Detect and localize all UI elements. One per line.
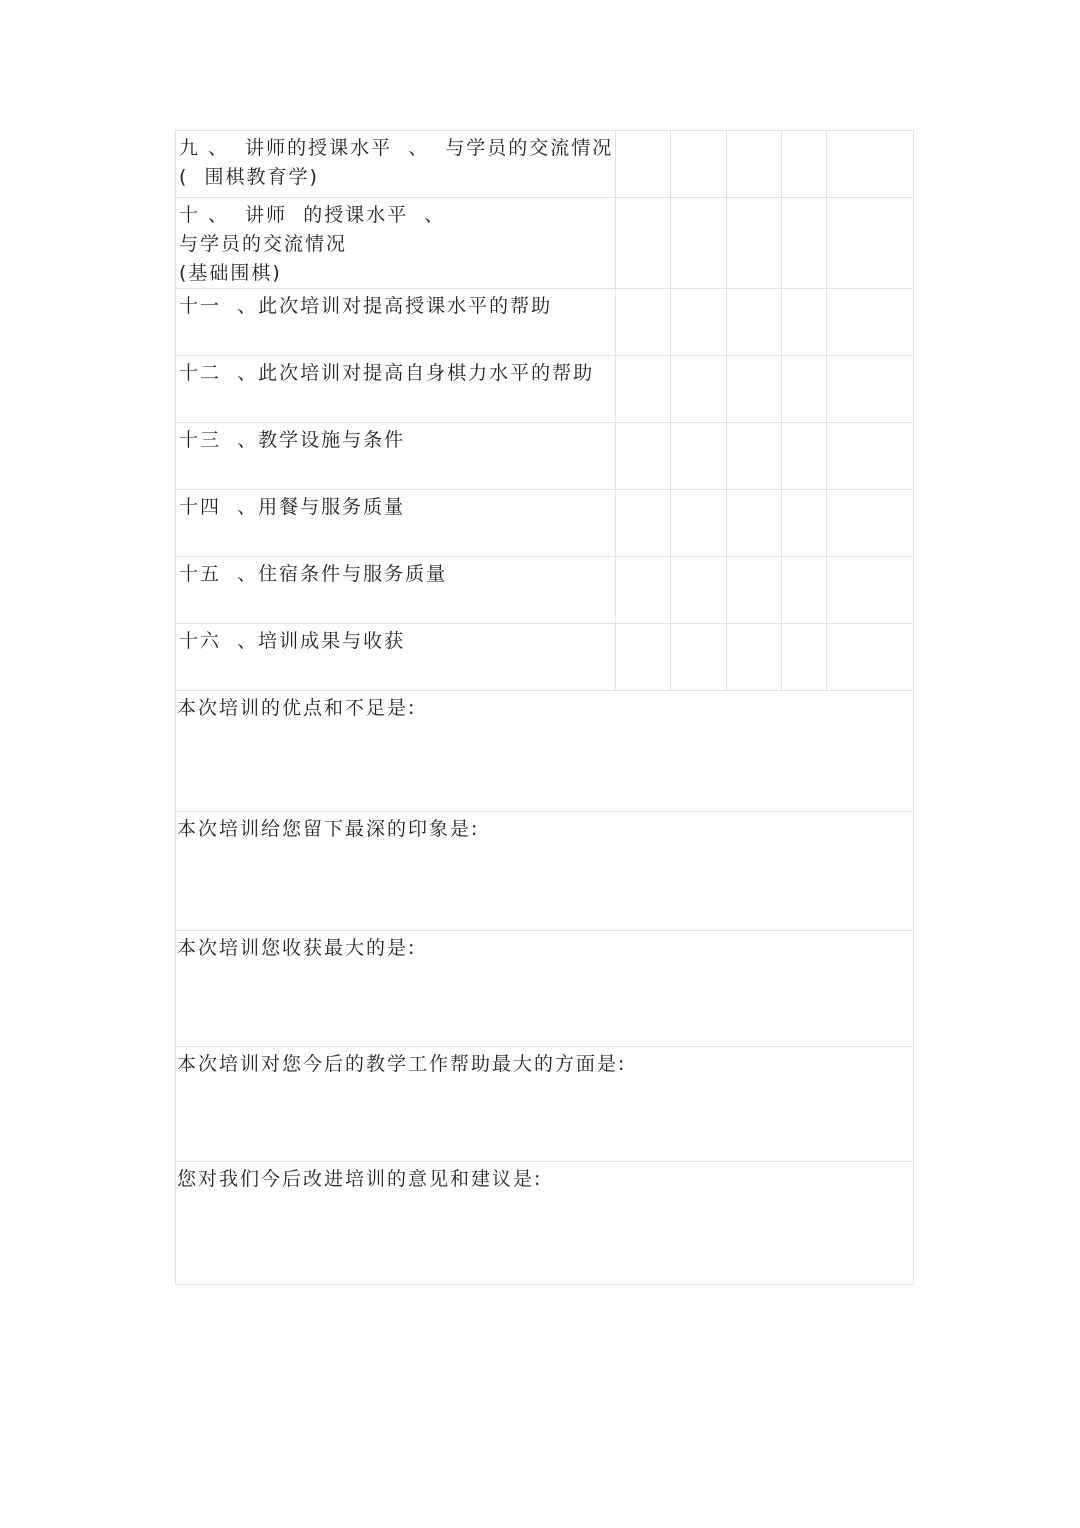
rating-option-cell[interactable] bbox=[782, 198, 827, 289]
rating-row bbox=[176, 557, 914, 624]
rating-option-cell[interactable] bbox=[782, 131, 827, 198]
rating-option-cell[interactable] bbox=[671, 423, 727, 490]
rating-option-cell[interactable] bbox=[671, 624, 727, 691]
rating-row bbox=[176, 289, 914, 356]
rating-option-cell[interactable] bbox=[616, 289, 671, 356]
rating-row bbox=[176, 198, 914, 289]
comment-field[interactable] bbox=[176, 812, 914, 931]
rating-item-label: 九 、 讲师的授课水平 、 与学员的交流情况 ( 围棋教育学) bbox=[179, 137, 614, 188]
rating-option-cell[interactable] bbox=[616, 423, 671, 490]
rating-row bbox=[176, 490, 914, 557]
rating-option-cell[interactable] bbox=[671, 356, 727, 423]
rating-item-label-cell bbox=[176, 198, 616, 289]
rating-option-cell[interactable] bbox=[671, 557, 727, 624]
rating-option-cell[interactable] bbox=[727, 557, 782, 624]
comment-row bbox=[176, 931, 914, 1047]
rating-option-cell[interactable] bbox=[616, 490, 671, 557]
comment-row bbox=[176, 1047, 914, 1162]
rating-row bbox=[176, 131, 914, 198]
rating-option-cell[interactable] bbox=[827, 289, 914, 356]
rating-row bbox=[176, 356, 914, 423]
rating-option-cell[interactable] bbox=[671, 198, 727, 289]
comment-prompt: 本次培训给您留下最深的印象是: bbox=[177, 818, 480, 840]
rating-option-cell[interactable] bbox=[827, 490, 914, 557]
rating-option-cell[interactable] bbox=[616, 624, 671, 691]
rating-item-label-cell bbox=[176, 557, 616, 624]
feedback-table-body bbox=[176, 131, 914, 1285]
rating-option-cell[interactable] bbox=[827, 557, 914, 624]
rating-item-label: 十二 、此次培训对提高自身棋力水平的帮助 bbox=[179, 362, 595, 384]
rating-option-cell[interactable] bbox=[671, 490, 727, 557]
rating-item-label-cell bbox=[176, 624, 616, 691]
rating-item-label: 十五 、住宿条件与服务质量 bbox=[179, 563, 448, 585]
rating-option-cell[interactable] bbox=[782, 356, 827, 423]
rating-item-label-cell bbox=[176, 490, 616, 557]
comment-field[interactable] bbox=[176, 1047, 914, 1162]
rating-option-cell[interactable] bbox=[616, 356, 671, 423]
rating-item-label: 十六 、培训成果与收获 bbox=[179, 630, 406, 652]
comment-prompt: 本次培训的优点和不足是: bbox=[177, 697, 417, 719]
rating-row bbox=[176, 624, 914, 691]
feedback-form-table bbox=[175, 130, 914, 1285]
rating-option-cell[interactable] bbox=[827, 624, 914, 691]
rating-option-cell[interactable] bbox=[727, 198, 782, 289]
rating-option-cell[interactable] bbox=[671, 131, 727, 198]
rating-option-cell[interactable] bbox=[616, 131, 671, 198]
rating-option-cell[interactable] bbox=[727, 131, 782, 198]
rating-item-label: 十一 、此次培训对提高授课水平的帮助 bbox=[179, 295, 553, 317]
comment-prompt: 您对我们今后改进培训的意见和建议是: bbox=[177, 1168, 543, 1190]
comment-row bbox=[176, 1162, 914, 1285]
comment-field[interactable] bbox=[176, 691, 914, 812]
rating-option-cell[interactable] bbox=[782, 423, 827, 490]
rating-option-cell[interactable] bbox=[782, 490, 827, 557]
rating-option-cell[interactable] bbox=[827, 356, 914, 423]
rating-option-cell[interactable] bbox=[782, 289, 827, 356]
rating-item-label: 十三 、教学设施与条件 bbox=[179, 429, 406, 451]
rating-option-cell[interactable] bbox=[727, 423, 782, 490]
rating-option-cell[interactable] bbox=[616, 198, 671, 289]
rating-option-cell[interactable] bbox=[827, 198, 914, 289]
rating-option-cell[interactable] bbox=[727, 624, 782, 691]
rating-item-label-cell bbox=[176, 423, 616, 490]
rating-item-label-cell bbox=[176, 356, 616, 423]
rating-option-cell[interactable] bbox=[782, 624, 827, 691]
rating-option-cell[interactable] bbox=[616, 557, 671, 624]
comment-prompt: 本次培训您收获最大的是: bbox=[177, 937, 417, 959]
rating-item-label-cell bbox=[176, 289, 616, 356]
rating-item-label: 十 、 讲师 的授课水平 、 与学员的交流情况 (基础围棋) bbox=[179, 204, 446, 284]
rating-option-cell[interactable] bbox=[827, 423, 914, 490]
comment-prompt: 本次培训对您今后的教学工作帮助最大的方面是: bbox=[177, 1053, 627, 1075]
comment-row bbox=[176, 812, 914, 931]
rating-option-cell[interactable] bbox=[782, 557, 827, 624]
rating-option-cell[interactable] bbox=[727, 490, 782, 557]
comment-row bbox=[176, 691, 914, 812]
rating-option-cell[interactable] bbox=[671, 289, 727, 356]
rating-option-cell[interactable] bbox=[727, 289, 782, 356]
comment-field[interactable] bbox=[176, 1162, 914, 1285]
rating-option-cell[interactable] bbox=[727, 356, 782, 423]
rating-item-label-cell bbox=[176, 131, 616, 198]
rating-row bbox=[176, 423, 914, 490]
rating-item-label: 十四 、用餐与服务质量 bbox=[179, 496, 406, 518]
comment-field[interactable] bbox=[176, 931, 914, 1047]
rating-option-cell[interactable] bbox=[827, 131, 914, 198]
